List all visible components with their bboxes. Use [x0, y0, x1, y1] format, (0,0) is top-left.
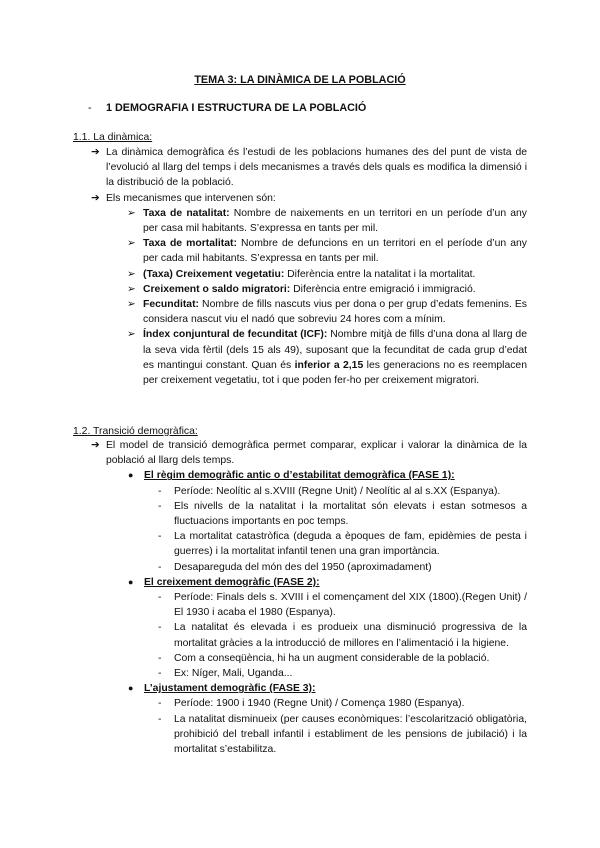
chevron-icon: ➢	[127, 268, 136, 280]
arrow-icon: ➔	[91, 192, 100, 204]
term-definition: Diferència entre la natalitat i la mortalitat.	[284, 268, 476, 280]
list-item	[158, 696, 527, 711]
list-item-text: Període: 1900 i 1940 (Regne Unit) / Comença 1980 (Espanya).	[174, 698, 465, 710]
dash-marker: -	[158, 652, 162, 664]
list-item-text: La natalitat disminueix (per causes econòmiques: l’escolarització obligatòria, prohibició del treball infantil i establiment de les pensions de jubilació) i la mortalitat s’estabilitza.	[174, 713, 527, 756]
list-item	[158, 620, 527, 650]
phase-title	[91, 468, 527, 483]
chevron-icon: ➢	[127, 299, 136, 311]
arrow-paragraph	[91, 438, 527, 468]
term-definition: Diferència entre emigració i immigració.	[290, 283, 476, 295]
phase-3-list	[91, 696, 527, 757]
bullet-icon: ●	[128, 576, 134, 587]
list-item	[158, 651, 527, 666]
list-item	[158, 529, 527, 559]
phase-title	[91, 575, 527, 590]
chevron-icon: ➢	[127, 329, 136, 341]
bullet-icon: ●	[128, 470, 134, 481]
list-item	[127, 206, 528, 236]
transition-intro: El model de transició demogràfica permet comparar, explicar i valorar la dinàmica de la població al llarg dels temps.	[106, 440, 527, 467]
phase-2-title: El creixement demogràfic (FASE 2):	[144, 576, 320, 588]
arrow-paragraph	[91, 191, 527, 206]
arrow-paragraph	[91, 145, 527, 191]
list-item	[158, 499, 527, 529]
term-definition: Nombre de fills nascuts vius per dona o per grup d’edats femenins. Es considera nascut viu el nadó que sobreviu 24 hores com a mínim.	[143, 299, 527, 326]
section-heading-text: 1 DEMOGRAFIA I ESTRUCTURA DE LA POBLACIÓ	[106, 102, 367, 114]
transicio-content	[91, 438, 527, 757]
list-item-text: Període: Neolític al s.XVIII (Regne Unit) / Neolític al al s.XX (Espanya).	[174, 485, 501, 497]
list-item-text: Com a conseqüència, hi ha un augment considerable de la població.	[174, 652, 490, 664]
term-definition: Nombre mitjà de fills d’una dona al llarg de la seva vida fèrtil (dels 15 als 49), suposant que la fecunditat de cada grup d’edat es mantingui constant. Quan és	[143, 329, 527, 371]
dash-marker: -	[158, 500, 162, 512]
term: Creixement o saldo migratori:	[143, 283, 291, 295]
list-item-text: Ex: Níger, Mali, Uganda...	[174, 668, 293, 680]
list-item	[158, 590, 527, 620]
dash-marker: -	[158, 668, 162, 680]
dash-marker: -	[158, 698, 162, 710]
term-definition-end: les generacions no es reemplacen per creixement vegetatiu, tot i que poden fer-ho per creixement migratori.	[143, 359, 527, 387]
dash-marker: -	[158, 713, 162, 725]
list-item	[158, 712, 527, 758]
heading-dash: -	[88, 102, 92, 114]
list-item	[158, 560, 527, 575]
phase-1-list	[91, 484, 527, 575]
arrow-icon: ➔	[91, 440, 100, 451]
dinamica-content	[91, 145, 527, 388]
mechanisms-list	[91, 206, 527, 388]
dash-marker: -	[158, 531, 162, 543]
list-item	[127, 282, 527, 297]
phase-1-title: El règim demogràfic antic o d’estabilitat demogràfica (FASE 1):	[144, 470, 455, 482]
dash-marker: -	[158, 485, 162, 497]
list-item	[127, 267, 527, 282]
dash-marker: -	[158, 592, 162, 604]
list-item-text: Desapareguda del món des del 1950 (aproximadament)	[174, 561, 432, 573]
section-heading	[88, 101, 366, 116]
term: Índex conjuntural de fecunditat (ICF):	[143, 329, 328, 341]
list-item-text: La natalitat és elevada i es produeix una disminució progressiva de la mortalitat gràcies a la introducció de millores en l’alimentació i la higiene.	[174, 622, 527, 649]
threshold-value: inferior a 2,15	[294, 359, 364, 371]
mechanisms-intro: Els mecanismes que intervenen són:	[106, 192, 276, 204]
list-item	[127, 236, 527, 266]
list-item	[158, 484, 527, 499]
term: Fecunditat:	[143, 299, 199, 311]
chevron-icon: ➢	[127, 238, 136, 250]
bullet-icon: ●	[128, 683, 134, 694]
chevron-icon: ➢	[127, 207, 136, 219]
term: Taxa de natalitat:	[143, 207, 230, 219]
list-item	[127, 327, 527, 388]
definition-paragraph: La dinàmica demogràfica és l’estudi de les poblacions humanes des del punt de vista de l’evolució al llarg del temps i dels mecanismes a través dels quals es modifica la dimensió i la distribució de la població.	[106, 147, 527, 189]
dash-marker: -	[158, 561, 162, 573]
phase-3-title: L’ajustament demogràfic (FASE 3):	[144, 683, 316, 695]
dash-marker: -	[158, 622, 162, 634]
subsection-heading-transicio: 1.2. Transició demogràfica:	[73, 426, 198, 437]
list-item-text: La mortalitat catastròfica (deguda a èpoques de fam, epidèmies de pesta i guerres) i la mortalitat infantil tenen una gran importància.	[174, 531, 527, 558]
phase-2-list	[91, 590, 527, 681]
term-definition: Nombre de naixements en un territori en un període d’un any per casa mil habitants. S’expressa en tants per mil.	[143, 207, 528, 235]
page-title: TEMA 3: LA DINÀMICA DE LA POBLACIÓ	[194, 74, 406, 86]
list-item	[158, 666, 527, 681]
list-item-text: Període: Finals dels s. XVIII i el començament del XIX (1800).(Regen Unit) / El 1930 i acaba el 1980 (Espanya).	[174, 592, 527, 619]
term: Taxa de mortalitat:	[143, 238, 237, 250]
phase-title	[91, 681, 527, 696]
subsection-heading-dinamica: 1.1. La dinàmica:	[73, 132, 153, 143]
term: (Taxa) Creixement vegetatiu:	[143, 268, 285, 280]
arrow-icon: ➔	[91, 147, 100, 158]
chevron-icon: ➢	[127, 283, 136, 295]
term-definition: Nombre de defuncions en un territori en el període d’un any per cada mil habitants. S’expressa en tants per mil.	[143, 238, 527, 265]
list-item-text: Els nivells de la natalitat i la mortalitat són elevats i estan sotmesos a fluctuacions importants en poc temps.	[174, 500, 527, 528]
list-item	[127, 297, 527, 327]
